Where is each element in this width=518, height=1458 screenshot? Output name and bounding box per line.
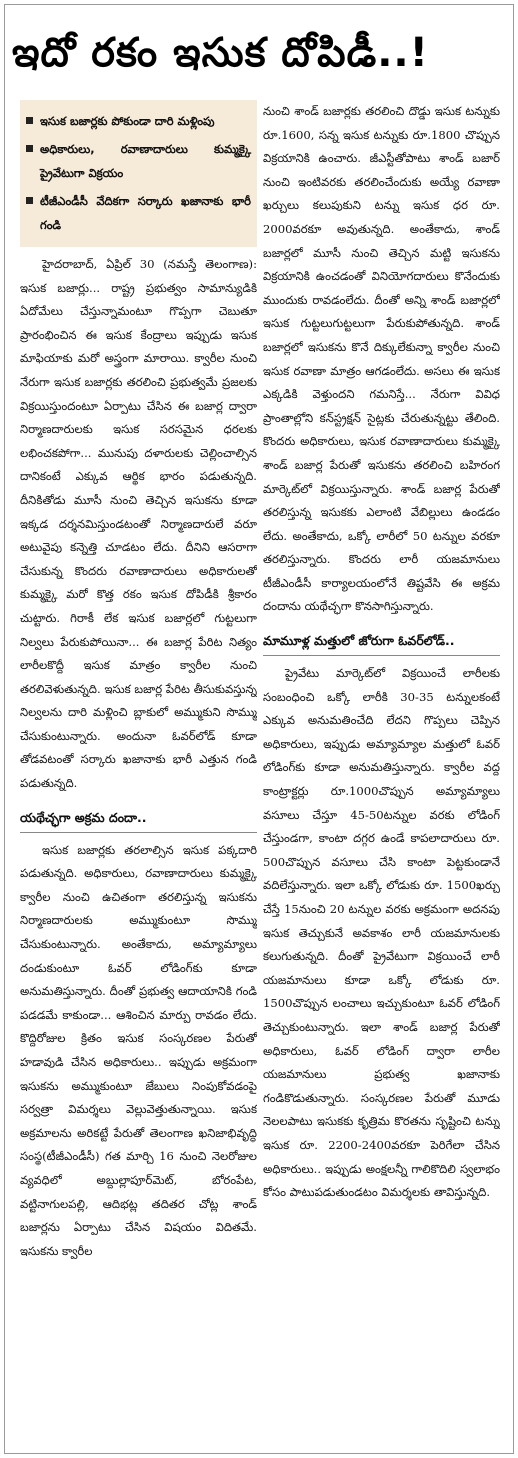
highlight-item <box>22 189 251 237</box>
highlight-text: ఇసుక బజార్లకు పోకుండా దారి మళ్లింపు <box>40 114 215 128</box>
highlight-item <box>22 137 251 185</box>
article-headline: ఇదో రకం ఇసుక దోపిడీ..! <box>12 30 429 76</box>
article-columns <box>20 100 500 1450</box>
highlight-item <box>22 109 251 133</box>
body-paragraph: ఇసుక బజార్లకు తరలాల్సిన ఇసుక పక్కదారి పడుతున్నది. అధికారులు, రవాణాదారులు కుమ్మక్కై క్వారీల నుంచి ఉచితంగా తరలిస్తున్న ఇసుకను నిర్మాణదారులకు అమ్ముకుంటూ సొమ్ము చేసుకుంటున్నారు. అంతేకాదు, అమ్యామ్యాలు దండుకుంటూ ఓవర్ లోడింగ్‌కు కూడా అనుమతిస్తున్నారు. దీంతో ప్రభుత్వ ఆదాయానికి గండి పడడమే కాకుండా... ఆశించిన మార్పు రావడం లేదు. కొద్దిరోజుల క్రితం ఇసుక సంస్కరణల పేరుతో హడావుడి చేసిన అధికారులు.. ఇప్పుడు అక్రమంగా ఇసుకను అమ్ముకుంటూ జేబులు నింపుకోవడంపై సర్వత్రా విమర్శలు వెల్లువెత్తుతున్నాయి. ఇసుక అక్రమాలను అరికట్టే పేరుతో తెలంగాణ ఖనిజాభివృద్ధి సంస్థ(టీజీఎండీసీ) గత మార్చి 16 నుంచి నెలరోజుల వ్యవధిలో అబ్దుల్లాపూర్‌మెట్, బోరంపేట, వట్టినాగులపల్లి, ఆదిభట్ల తదితర చోట్ల శాండ్ బజార్లను ఏర్పాటు చేసిన విషయం విదితమే. ఇసుకను క్వారీల <box>20 842 257 1258</box>
body-paragraph: హైదరాబాద్, ఏప్రిల్ 30 (నమస్తే తెలంగాణ): ఇసుక బజార్లు... రాష్ట్ర ప్రభుత్వం సామాన్యుడికి ఏదోమేలు చేస్తున్నామంటూ గొప్పగా చెబుతూ ప్రారంభించిన ఈ ఇసుక కేంద్రాలు ఇప్పుడు ఇసుక మాఫియాకు మరో అస్త్రంగా మారాయి. క్వారీల నుంచి నేరుగా ఇసుక బజార్లకు తరలించి ప్రభుత్వమే ప్రజలకు విక్రయిస్తుందంటూ ఏర్పాటు చేసిన ఈ బజార్ల ద్వారా నిర్మాణదారులకు ఇసుక సరసమైన ధరలకు లభించకపోగా... మునుపు దళారులకు చెల్లించాల్సిన దానికంటే ఎక్కువ ఆర్థిక భారం పడుతున్నది. దీనికితోడు మూసీ నుంచి తెచ్చిన ఇసుకను కూడా ఇక్కడ దర్శనమిస్తుండటంతో నిర్మాణదారులే వరూ అటువైపు కన్నెత్తి చూడటం లేదు. దీనిని ఆసరాగా చేసుకున్న కొందరు రవాణాదారులు అధికారులతో కుమ్మక్కై మరో కొత్త రకం ఇసుక దోపిడీకి శ్రీకారం చుట్టారు. గిరాకీ లేక ఇసుక బజార్లలో గుట్టలుగా నిల్వలు పేరుకుపోయినా... ఈ బజార్ల పేరిట నిత్యం లారీలకొద్దీ ఇసుక మాత్రం క్వారీల నుంచి తరలివెళుతున్నది. ఇసుక బజార్ల పేరిట తీసుకువస్తున్న నిల్వలను దారి మళ్లించి బ్లాకులో అమ్ముకుని సొమ్ము చేసుకుంటున్నారు. అందునా ఓవర్‌లోడ్ కూడా తోడవటంతో సర్కారు ఖజానాకు భారీ ఎత్తున గండి పడుతున్నది. <box>20 257 257 791</box>
body-paragraph: ప్రైవేటు మార్కెట్‌లో విక్రయించే లారీలకు సంబంధించి ఒక్కో లారీకి 30-35 టన్నులకంటే ఎక్కువ అనుమతించేది లేదని గొప్పలు చెప్పిన అధికారులు, ఇప్పుడు అమ్యామ్యాల మత్తులో ఓవర్ లోడింగ్‌కు కూడా అనుమతిస్తున్నారు. క్వారీల వద్ద కాంట్రాక్టర్లు రూ.1000చొప్పున అమ్యామ్యాలు వసూలు చేస్తూ 45-50టన్నుల వరకు లోడింగ్ చేస్తుండగా, కాంటా దగ్గర ఉండే కాపలాదారులు రూ. 500చొప్పున వసూలు చేసి కాంటా పెట్టకుండానే వదిలేస్తున్నారు. ఇలా ఒక్కో లోడుకు రూ. 1500ఖర్చు చేస్తే 15నుంచి 20 టన్నుల వరకు అక్రమంగా అదనపు ఇసుక తెచ్చుకునే అవకాశం లారీ యజమానులకు కలుగుతున్నది. దీంతో ప్రైవేటుగా విక్రయించే లారీ యజమానులు కూడా ఒక్కో లోడుకు రూ. 1500చొప్పున లంచాలు ఇచ్చుకుంటూ ఓవర్ లోడింగ్ తెచ్చుకుంటున్నారు. ఇలా శాండ్ బజార్ల పేరుతో అధికారులు, ఓవర్ లోడింగ్ ద్వారా లారీల యజమానులు ప్రభుత్వ ఖజానాకు గండికొడుతున్నారు. సంస్కరణల పేరుతో మూడు నెలలపాటు ఇసుకకు కృత్రిమ కొరతను సృష్టించి టన్ను ఇసుక రూ. 2200-2400వరకూ పెరిగేలా చేసిన అధికారులు.. ఇప్పుడు అంక్షలన్నీ గాలికొదిలి స్వలాభం కోసం పాటుపడుతుండటం విమర్శలకు తావిస్తున్నది. <box>263 666 500 1200</box>
section-subheading: మామూళ్ల మత్తులో జోరుగా ఓవర్‌లోడ్.. <box>263 629 500 656</box>
square-bullet-icon <box>26 197 33 204</box>
body-paragraph: నుంచి శాండ్ బజార్లకు తరలించి దొడ్డు ఇసుక టన్నుకు రూ.1600, సన్న ఇసుక టన్నుకు రూ.1800 చొప్పున విక్రయానికి ఉంచారు. జీఎస్టీతోపాటు శాండ్ బజార్ నుంచి ఇంటివరకు తరలించేందుకు అయ్యే రవాణా ఖర్చులు కలుపుకుని టన్ను ఇసుక ధర రూ. 2000వరకూ అవుతున్నది. అంతేకాదు, శాండ్ బజార్లలో మూసీ నుంచి తెచ్చిన మట్టి ఇసుకను విక్రయానికి ఉంచడంతో వినియోగదారులు కొనేందుకు ముందుకు రావడంలేదు. దీంతో అన్ని శాండ్ బజార్లలో ఇసుక గుట్టలుగుట్టలుగా పేరుకుపోతున్నది. శాండ్ బజార్లలో ఇసుకను కొనే దిక్కులేకున్నా క్వారీల నుంచి ఇసుక రవాణా మాత్రం ఆగడంలేదు. అసలు ఈ ఇసుక ఎక్కడికి వెళ్తుందని గమనిస్తే... నేరుగా వివిధ ప్రాంతాల్లోని కన్‌స్ట్రక్షన్ సైట్లకు చేరుతున్నట్టు తేలింది. కొందరు అధికారులు, ఇసుక రవాణాదారులు కుమ్మక్కై శాండ్ బజార్ల పేరుతో ఇసుకను తరలించి బహిరంగ మార్కెట్‌లో విక్రయిస్తున్నారు. శాండ్ బజార్ల పేరుతో తరలిస్తున్న ఇసుకకు ఎలాంటి వేబిల్లులు ఉండడం లేదు. అంతేకాదు, ఒక్కో లారీలో 50 టన్నుల వరకూ తరలిస్తున్నారు. కొందరు లారీ యజమానులు టీజీఎండీసీ కార్యాలయంలోనే తిష్టవేసి ఈ అక్రమ దందాను యథేచ్ఛగా కొనసాగిస్తున్నారు. <box>263 104 500 614</box>
highlight-text: టీజీఎండీసీ వేదికగా సర్కారు ఖజానాకు భారీ గండి <box>40 194 251 232</box>
column-right <box>263 100 500 1450</box>
square-bullet-icon <box>26 145 33 152</box>
highlight-text: అధికారులు, రవాణాదారులు కుమ్మక్కై ప్రైవేటుగా విక్రయం <box>40 142 251 180</box>
highlights-box <box>20 100 257 247</box>
section-subheading: యథేచ్ఛగా అక్రమ దందా.. <box>20 806 257 833</box>
column-left <box>20 100 257 1450</box>
square-bullet-icon <box>26 117 33 124</box>
